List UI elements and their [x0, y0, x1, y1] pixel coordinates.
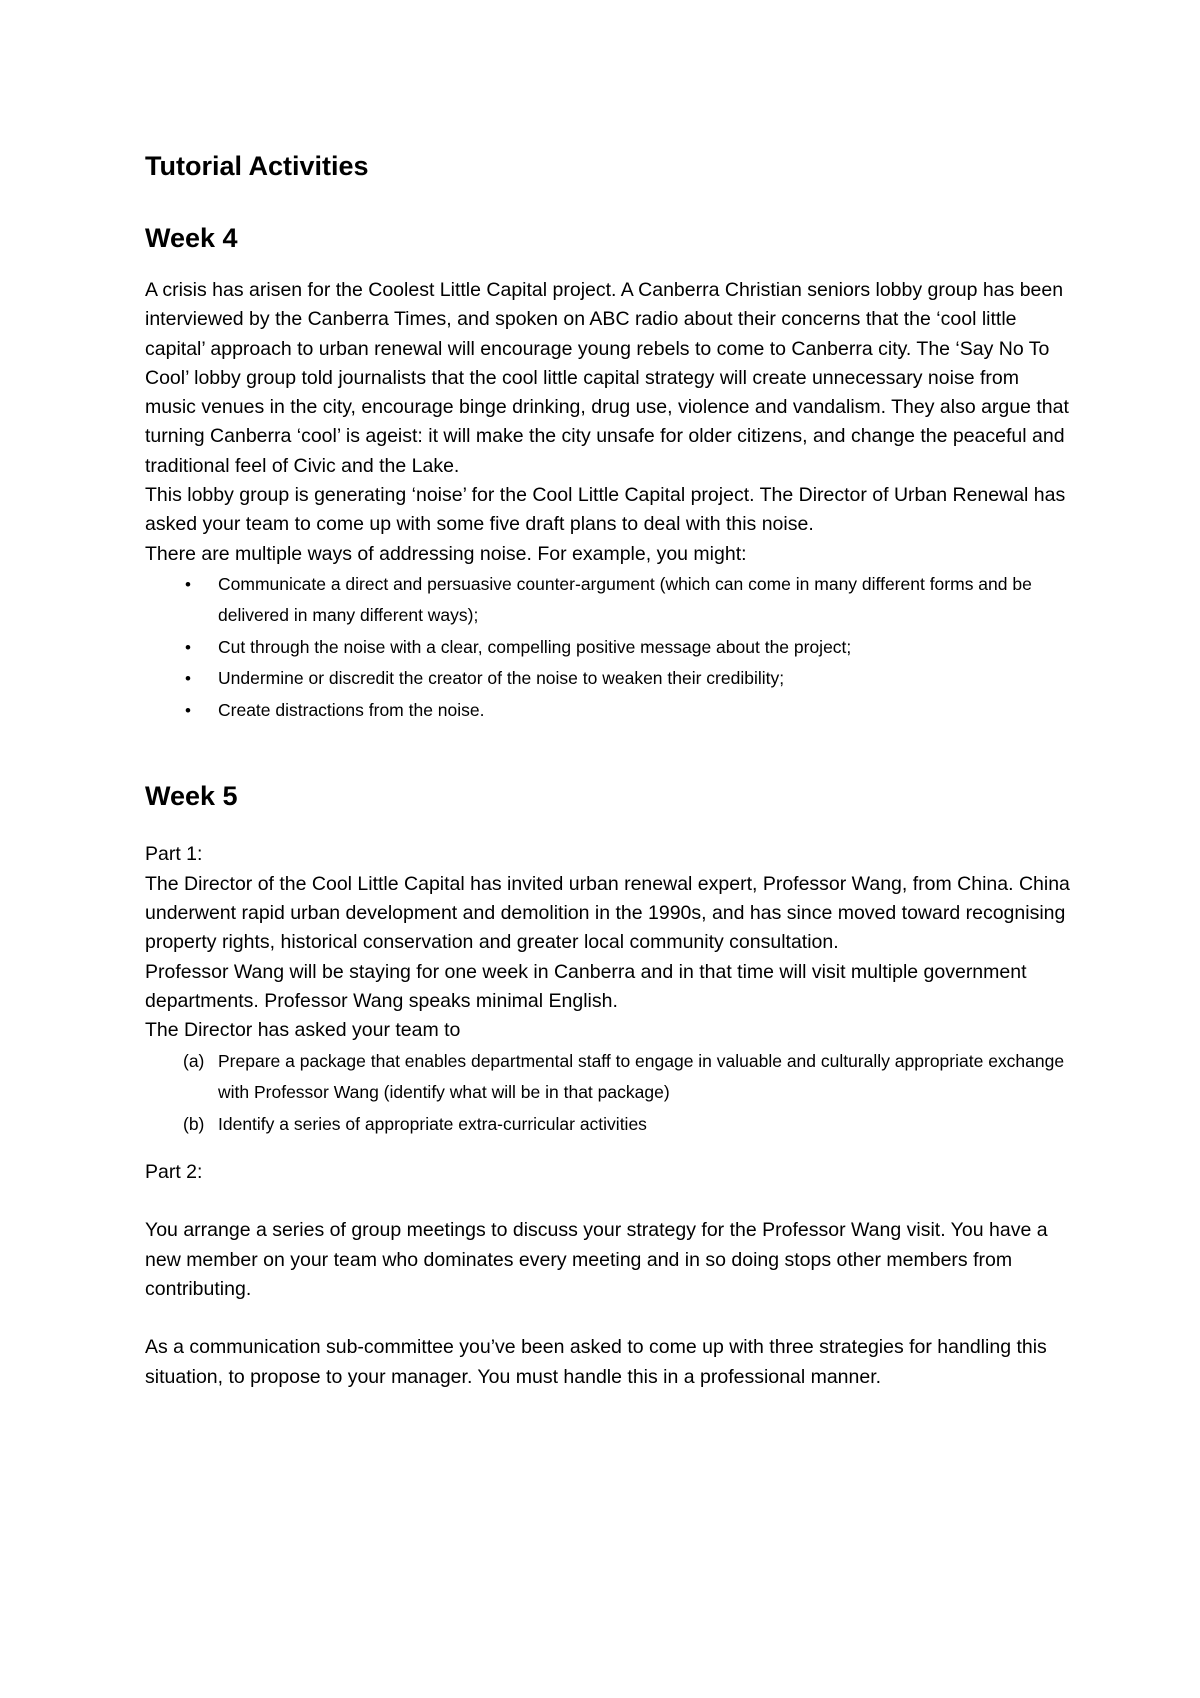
part2-paragraph-strategies: As a communication sub-committee you’ve been asked to come up with three strategies for handling this situation, to propose to your manager. You must handle this in a professional manner.	[145, 1336, 1047, 1388]
document-title: Tutorial Activities	[145, 151, 369, 181]
part1-paragraph-visit: Professor Wang will be staying for one week in Canberra and in that time will visit multiple government departments. Professor Wang speaks minimal English.	[145, 960, 1027, 1012]
part1-lettered-list	[145, 1046, 1075, 1141]
week4-paragraph-ways: There are multiple ways of addressing noise. For example, you might:	[145, 542, 747, 565]
document-page	[145, 148, 1075, 1392]
part1-label: Part 1:	[145, 843, 203, 866]
bullet-text: Communicate a direct and persuasive counter-argument (which can come in many different forms and be delivered in many different ways);	[218, 573, 1032, 626]
week4-section	[145, 220, 1075, 726]
week4-paragraph-lobby-noise: This lobby group is generating ‘noise’ for the Cool Little Capital project. The Director of Urban Renewal has asked your team to come up with some five draft plans to deal with this noise.	[145, 484, 1066, 536]
part2-label: Part 2:	[145, 1161, 203, 1184]
list-item	[145, 569, 1075, 632]
week4-bullet-list	[145, 569, 1075, 727]
week4-body	[145, 276, 1075, 726]
bullet-text: Undermine or discredit the creator of the noise to weaken their credibility;	[218, 668, 785, 689]
list-item	[145, 632, 1075, 664]
week4-heading: Week 4	[145, 223, 238, 253]
week4-paragraph-crisis: A crisis has arisen for the Coolest Little Capital project. A Canberra Christian seniors lobby group has been interviewed by the Canberra Times, and spoken on ABC radio about their concerns that the ‘cool little capital’ approach to urban renewal will encourage young rebels to come to Canberra city. The ‘Say No To Cool’ lobby group told journalists that the cool little capital strategy will create unnecessary noise from music venues in the city, encourage binge drinking, drug use, violence and vandalism. They also argue that turning Canberra ‘cool’ is ageist: it will make the city unsafe for older citizens, and change the peaceful and traditional feel of Civic and the Lake.	[145, 279, 1069, 477]
bullet-icon: •	[185, 669, 191, 689]
list-item-text: Identify a series of appropriate extra-curricular activities	[218, 1113, 647, 1134]
list-item	[145, 1109, 1075, 1141]
list-item-text: Prepare a package that enables departmental staff to engage in valuable and culturally appropriate exchange with Professor Wang (identify what will be in that package)	[218, 1050, 1065, 1103]
list-item	[145, 695, 1075, 727]
bullet-icon: •	[185, 574, 191, 594]
week5-heading: Week 5	[145, 781, 238, 812]
bullet-text: Cut through the noise with a clear, compelling positive message about the project;	[218, 636, 852, 657]
bullet-icon: •	[185, 637, 191, 657]
bullet-icon: •	[185, 700, 191, 720]
list-item	[145, 1046, 1075, 1109]
list-marker: (b)	[183, 1113, 205, 1134]
bullet-text: Create distractions from the noise.	[218, 699, 485, 720]
part1-paragraph-director: The Director of the Cool Little Capital has invited urban renewal expert, Professor Wang, from China. China underwent rapid urban development and demolition in the 1990s, and has since moved toward recognising property rights, historical conservation and greater local community consultation.	[145, 872, 1070, 954]
part2-paragraph-meetings: You arrange a series of group meetings to discuss your strategy for the Professor Wang visit. You have a new member on your team who dominates every meeting and in so doing stops other members from contributing.	[145, 1219, 1048, 1300]
list-item	[145, 663, 1075, 695]
list-marker: (a)	[183, 1050, 205, 1071]
part1-paragraph-request: The Director has asked your team to	[145, 1019, 461, 1042]
week5-section	[145, 778, 1075, 1391]
